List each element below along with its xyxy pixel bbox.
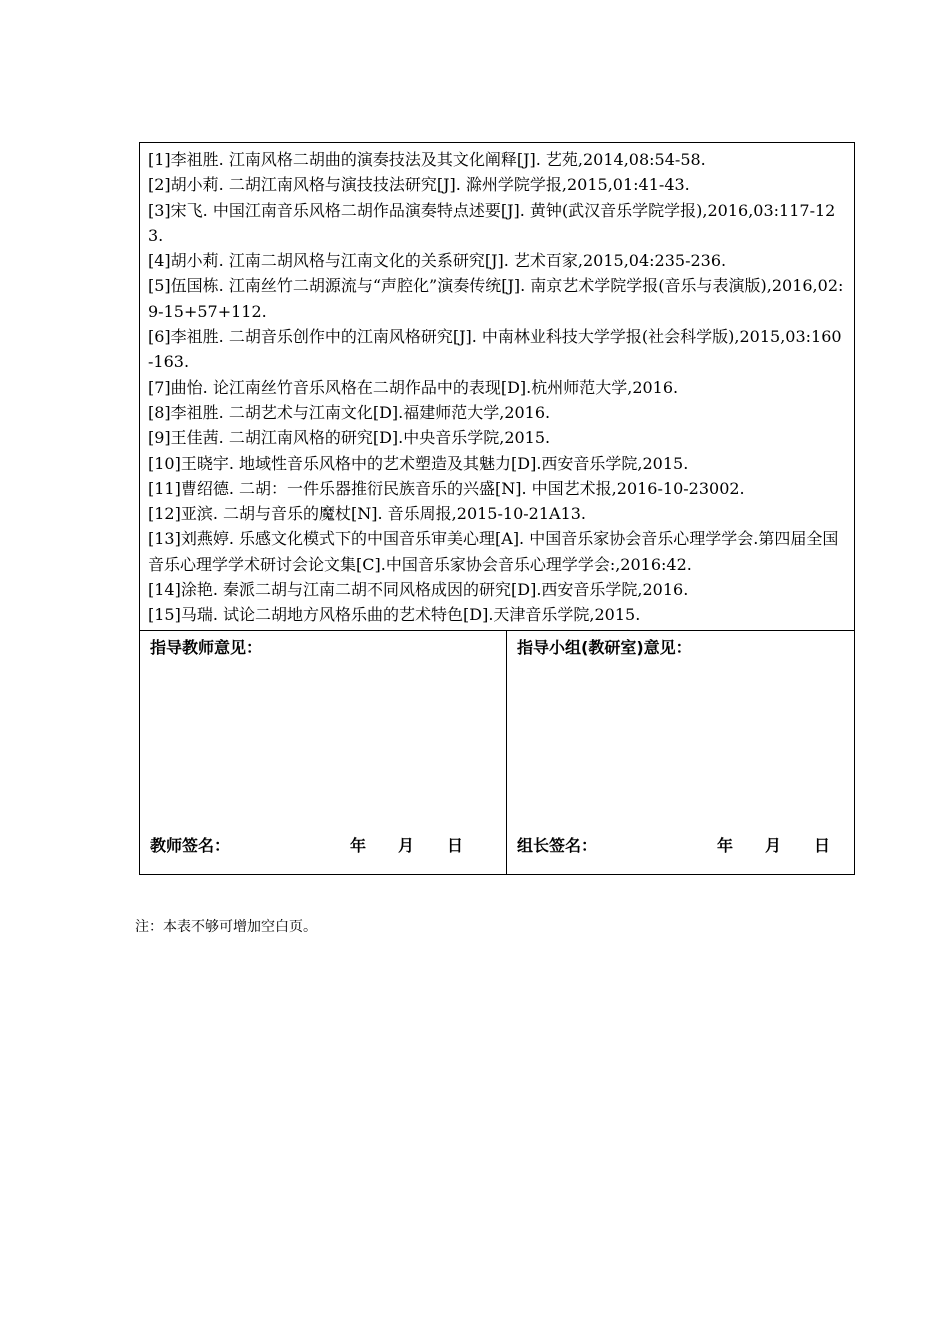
- group-opinion-cell[interactable]: [507, 631, 854, 874]
- reference-item: [13]刘燕婷. 乐感文化模式下的中国音乐审美心理[A]. 中国音乐家协会音乐心理学学会.第四届全国音乐心理学学术研讨会论文集[C].中国音乐家协会音乐心理学学会:,2016:42.: [148, 529, 839, 574]
- reference-item: [8]李祖胜. 二胡艺术与江南文化[D].福建师范大学,2016.: [148, 402, 551, 422]
- opinion-form-table: [139, 142, 855, 875]
- teacher-signature-label: 教师签名：: [150, 835, 231, 855]
- reference-list: [140, 143, 854, 631]
- teacher-month-label: 月: [398, 835, 415, 855]
- group-month-label: 月: [765, 835, 782, 855]
- reference-item: [4]胡小莉. 江南二胡风格与江南文化的关系研究[J]. 艺术百家,2015,04:235-236.: [148, 251, 727, 271]
- reference-item: [9]王佳茜. 二胡江南风格的研究[D].中央音乐学院,2015.: [148, 428, 551, 448]
- teacher-year-label: 年: [350, 835, 367, 855]
- reference-item: [12]亚滨. 二胡与音乐的魔杖[N]. 音乐周报,2015-10-21A13.: [148, 504, 587, 524]
- group-signature-label: 组长签名：: [517, 835, 598, 855]
- reference-item: [7]曲怡. 论江南丝竹音乐风格在二胡作品中的表现[D].杭州师范大学,2016.: [148, 377, 679, 397]
- reference-item: [2]胡小莉. 二胡江南风格与演技技法研究[J]. 滁州学院学报,2015,01:41-43.: [148, 175, 690, 195]
- teacher-opinion-cell[interactable]: [140, 631, 507, 874]
- group-opinion-title: 指导小组(教研室)意见：: [517, 637, 692, 657]
- reference-item: [15]马瑞. 试论二胡地方风格乐曲的艺术特色[D].天津音乐学院,2015.: [148, 605, 641, 625]
- footnote: 注：本表不够可增加空白页。: [135, 919, 317, 935]
- reference-item: [5]伍国栋. 江南丝竹二胡源流与“声腔化”演奏传统[J]. 南京艺术学院学报(音乐与表演版),2016,02:9-15+57+112.: [148, 276, 844, 321]
- reference-item: [6]李祖胜. 二胡音乐创作中的江南风格研究[J]. 中南林业科技大学学报(社会科学版),2015,03:160-163.: [148, 327, 842, 372]
- opinions-row: [140, 631, 854, 874]
- teacher-opinion-title: 指导教师意见：: [150, 637, 263, 657]
- reference-item: [14]涂艳. 秦派二胡与江南二胡不同风格成因的研究[D].西安音乐学院,2016.: [148, 580, 689, 600]
- reference-item: [11]曹绍德. 二胡：一件乐器推衍民族音乐的兴盛[N]. 中国艺术报,2016-10-23002.: [148, 478, 745, 498]
- reference-item: [3]宋飞. 中国江南音乐风格二胡作品演奏特点述要[J]. 黄钟(武汉音乐学院学报),2016,03:117-123.: [148, 200, 836, 245]
- reference-item: [1]李祖胜. 江南风格二胡曲的演奏技法及其文化阐释[J]. 艺苑,2014,08:54-58.: [148, 150, 706, 169]
- reference-item: [10]王晓宇. 地域性音乐风格中的艺术塑造及其魅力[D].西安音乐学院,2015.: [148, 453, 689, 473]
- teacher-day-label: 日: [447, 835, 464, 855]
- group-day-label: 日: [814, 835, 831, 855]
- group-year-label: 年: [717, 835, 734, 855]
